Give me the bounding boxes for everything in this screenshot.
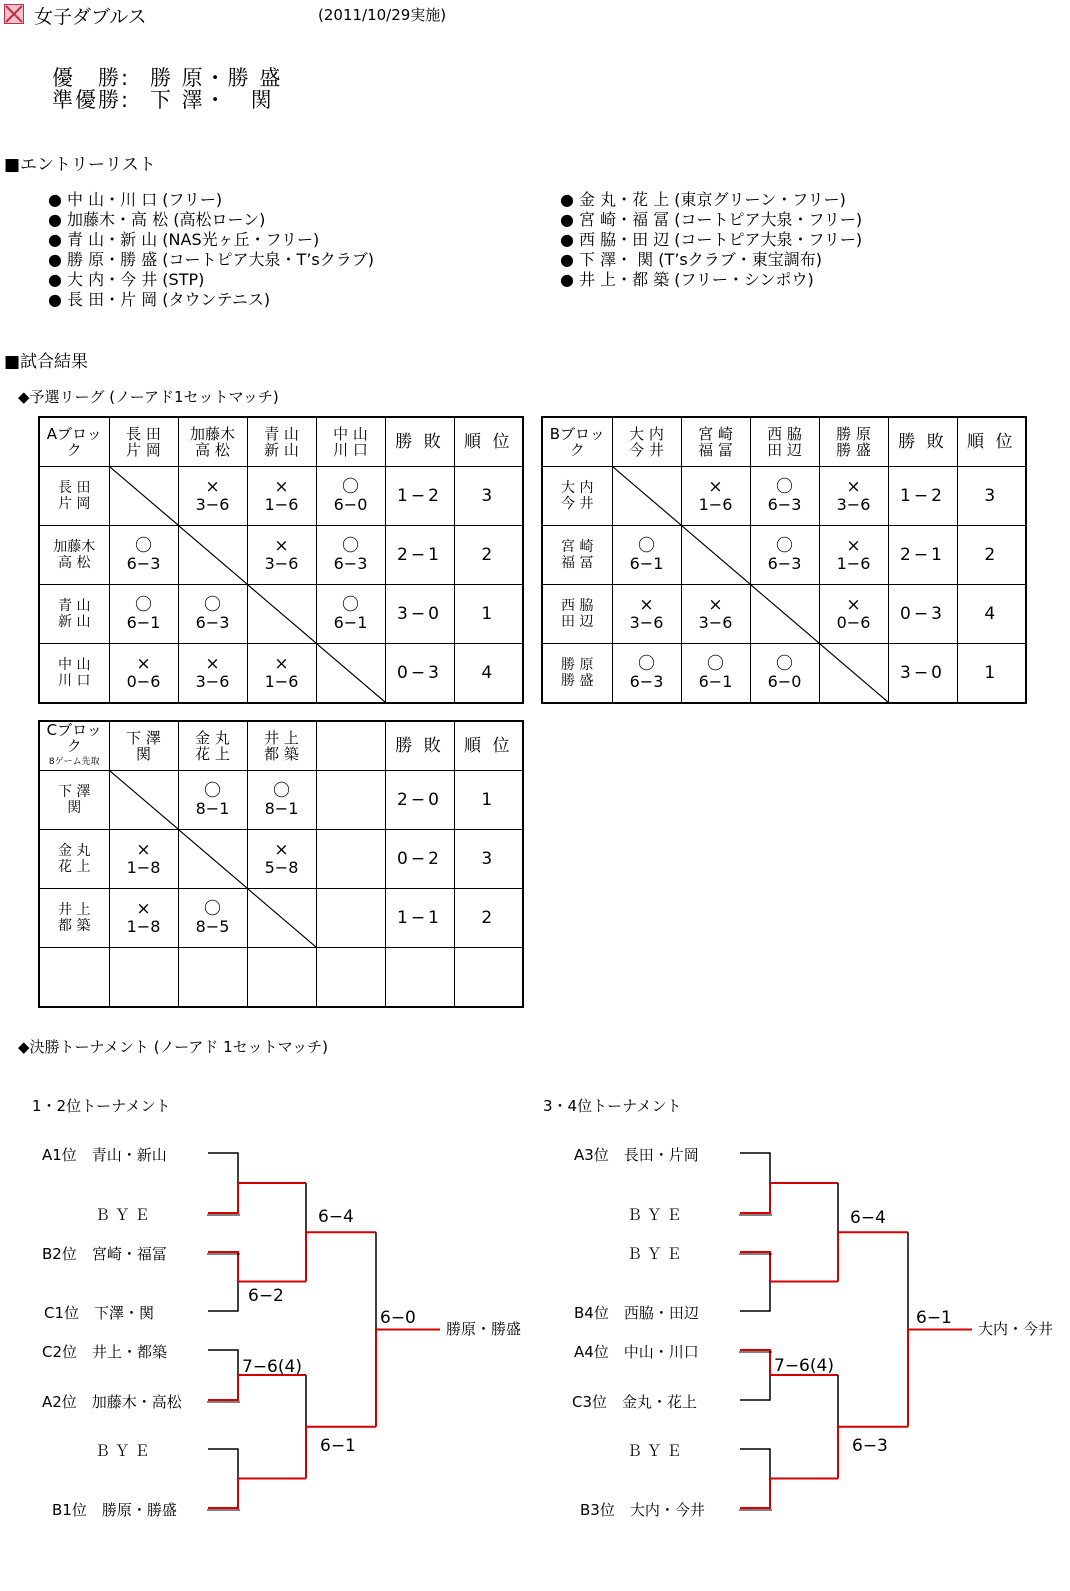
rank: 2 [984, 545, 999, 565]
player-name: 今 井 [629, 441, 664, 459]
t12-title: 1・2位トーナメント [32, 1097, 171, 1115]
result-mark: 〇 [342, 536, 359, 556]
player-name: 片 岡 [126, 441, 161, 459]
block-title: Aブロック [46, 425, 102, 459]
entry-item: ● 大 内・今 井 (STP) [48, 270, 205, 289]
result-score: 1−6 [264, 495, 299, 514]
rank: 2 [481, 908, 496, 928]
player-name: 川 口 [333, 441, 368, 459]
entrant-label: C2位 井上・都築 [42, 1343, 168, 1361]
player-name: 花 上 [58, 859, 91, 875]
result-score: 0−6 [126, 672, 161, 691]
result-score: 8−1 [264, 799, 299, 818]
player-name: 中 山 [333, 425, 368, 443]
player-name: 勝 原 [836, 425, 871, 443]
player-name: 新 山 [58, 614, 91, 630]
entry-item: ● 勝 原・勝 盛 (コートピア大泉・T’sクラブ) [48, 250, 374, 269]
result-score: 8−1 [195, 799, 230, 818]
player-name: 西 脇 [767, 425, 802, 443]
win-loss: 3−0 [900, 663, 945, 683]
entrant-label: A3位 長田・片岡 [574, 1146, 699, 1164]
player-name: 下 澤 [58, 784, 91, 800]
result-mark: 〇 [135, 536, 152, 556]
result-score: 3−6 [195, 495, 230, 514]
entrant-label: Ｂ Ｙ Ｅ [95, 1206, 150, 1224]
result-score: 6−0 [767, 672, 802, 691]
entrant-label: A4位 中山・川口 [574, 1343, 699, 1361]
player-name: 金 丸 [195, 729, 230, 747]
win-loss: 0−2 [397, 849, 442, 869]
entrant-label: B3位 大内・今井 [580, 1501, 705, 1519]
player-name: 田 辺 [561, 614, 594, 630]
league-heading: ◆予選リーグ (ノーアド1セットマッチ) [18, 388, 279, 406]
player-name: 片 岡 [58, 496, 91, 512]
result-mark: 〇 [342, 477, 359, 497]
entrant-label: C1位 下澤・関 [44, 1304, 155, 1322]
player-name: 大 内 [561, 480, 594, 496]
match-score: 6−0 [380, 1308, 416, 1328]
result-mark: 〇 [204, 781, 221, 801]
rank: 4 [481, 663, 496, 683]
player-name: 長 田 [58, 480, 91, 496]
result-mark: 〇 [273, 781, 290, 801]
result-score: 3−6 [195, 672, 230, 691]
winner-label: 優 勝: [52, 66, 131, 90]
player-name: 宮 崎 [561, 539, 594, 555]
result-score: 6−3 [126, 554, 161, 573]
t34-title: 3・4位トーナメント [543, 1097, 682, 1115]
entry-item: ● 長 田・片 岡 (タウンテニス) [48, 290, 271, 309]
block-title: Bブロック [549, 425, 605, 459]
win-loss: 1−2 [397, 486, 442, 506]
rank: 1 [984, 663, 999, 683]
result-mark: × [846, 595, 861, 615]
entrant-label: B2位 宮崎・福冨 [42, 1245, 167, 1263]
win-loss: 3−0 [397, 604, 442, 624]
winner-names: 勝 原・勝 盛 [150, 66, 283, 90]
result-score: 0−6 [836, 613, 871, 632]
player-name: 青 山 [58, 598, 91, 614]
player-name: 西 脇 [561, 598, 594, 614]
rank: 3 [481, 849, 496, 869]
result-mark: × [846, 536, 861, 556]
result-score: 6−1 [629, 554, 664, 573]
win-loss: 2−1 [900, 545, 945, 565]
player-name: 金 丸 [58, 843, 91, 859]
final-heading: ◆決勝トーナメント (ノーアド 1セットマッチ) [18, 1038, 328, 1056]
wl-header: 勝 敗 [395, 432, 444, 452]
result-mark: 〇 [204, 595, 221, 615]
entrant-label: B4位 西脇・田辺 [574, 1304, 699, 1322]
entry-heading: ■エントリーリスト [4, 155, 156, 175]
runnerup-label: 準優勝: [52, 88, 131, 112]
entry-item: ● 加藤木・高 松 (高松ローン) [48, 210, 266, 229]
player-name: 下 澤 [126, 729, 161, 747]
wl-header: 勝 敗 [395, 736, 444, 756]
player-name: 関 [135, 745, 151, 763]
entry-item: ● 宮 崎・福 冨 (コートピア大泉・フリー) [560, 210, 863, 229]
match-score: 7−6(4) [242, 1357, 302, 1377]
result-score: 3−6 [264, 554, 299, 573]
bracket-line [740, 1153, 770, 1183]
result-score: 3−6 [698, 613, 733, 632]
bracket-line [740, 1183, 838, 1213]
rank: 4 [984, 604, 999, 624]
runnerup-names: 下 澤・ 関 [150, 88, 274, 112]
player-name: 勝 盛 [836, 441, 871, 459]
player-name: 大 内 [629, 425, 664, 443]
bracket-line [740, 1375, 770, 1400]
match-score: 7−6(4) [774, 1356, 834, 1376]
result-score: 1−8 [126, 858, 161, 877]
bracket-line [908, 1330, 972, 1427]
bracket-line [838, 1232, 908, 1281]
result-score: 6−3 [767, 495, 802, 514]
result-mark: × [205, 654, 220, 674]
player-name: 今 井 [561, 496, 594, 512]
player-name: 長 田 [126, 425, 161, 443]
player-name: 井 上 [58, 902, 91, 918]
result-mark: 〇 [638, 654, 655, 674]
player-name: 宮 崎 [698, 425, 733, 443]
player-name: 高 松 [195, 441, 230, 459]
result-mark: 〇 [776, 536, 793, 556]
result-mark: × [136, 654, 151, 674]
player-name: 福 冨 [561, 555, 594, 571]
entry-item: ● 中 山・川 口 (フリー) [48, 190, 223, 209]
result-mark: × [274, 840, 289, 860]
rank: 1 [481, 790, 496, 810]
player-name: 福 冨 [698, 441, 733, 459]
tournament-winner: 大内・今井 [978, 1319, 1054, 1338]
player-name: 新 山 [264, 441, 299, 459]
result-score: 1−6 [698, 495, 733, 514]
match-score: 6−3 [852, 1436, 888, 1456]
entrant-label: B1位 勝原・勝盛 [52, 1501, 177, 1519]
win-loss: 2−1 [397, 545, 442, 565]
entrant-label: Ｂ Ｙ Ｅ [95, 1442, 150, 1460]
block-title: Cブロック [46, 721, 102, 755]
tournament-winner: 勝原・勝盛 [446, 1319, 522, 1338]
result-mark: × [708, 477, 723, 497]
match-score: 6−1 [916, 1308, 952, 1328]
player-name: 井 上 [264, 729, 299, 747]
result-score: 1−6 [264, 672, 299, 691]
result-score: 1−6 [836, 554, 871, 573]
rank-header: 順 位 [464, 432, 513, 452]
page-title: 女子ダブルス [34, 6, 147, 28]
result-mark: 〇 [135, 595, 152, 615]
result-score: 6−1 [126, 613, 161, 632]
entry-item: ● 下 澤・ 関 (T’sクラブ・東宝調布) [560, 250, 822, 269]
result-mark: × [274, 536, 289, 556]
result-mark: × [274, 477, 289, 497]
result-mark: × [205, 477, 220, 497]
win-loss: 1−1 [397, 908, 442, 928]
result-mark: 〇 [776, 477, 793, 497]
rank: 3 [984, 486, 999, 506]
bracket-line [740, 1479, 838, 1509]
rank: 3 [481, 486, 496, 506]
player-name: 加藤木 [53, 539, 96, 555]
win-loss: 1−2 [900, 486, 945, 506]
player-name: 中 山 [58, 657, 91, 673]
result-mark: × [274, 654, 289, 674]
bracket-line [740, 1449, 770, 1479]
result-mark: 〇 [776, 654, 793, 674]
player-name: 川 口 [58, 673, 91, 689]
player-name: 勝 盛 [561, 673, 594, 689]
result-mark: × [708, 595, 723, 615]
result-score: 6−0 [333, 495, 368, 514]
player-name: 田 辺 [767, 441, 802, 459]
player-name: 花 上 [195, 745, 230, 763]
result-score: 6−3 [629, 672, 664, 691]
event-date: (2011/10/29実施) [318, 6, 447, 24]
match-score: 6−4 [850, 1208, 886, 1228]
result-score: 6−3 [333, 554, 368, 573]
match-score: 6−1 [320, 1436, 356, 1456]
player-name: 勝 原 [561, 657, 594, 673]
entrant-label: Ｂ Ｙ Ｅ [627, 1245, 682, 1263]
win-loss: 0−3 [397, 663, 442, 683]
result-score: 6−1 [333, 613, 368, 632]
player-name: 関 [67, 800, 82, 816]
result-mark: × [639, 595, 654, 615]
player-name: 加藤木 [189, 425, 235, 443]
match-score: 6−2 [248, 1286, 284, 1306]
rank-header: 順 位 [967, 432, 1016, 452]
win-loss: 0−3 [900, 604, 945, 624]
result-score: 3−6 [629, 613, 664, 632]
player-name: 青 山 [264, 425, 299, 443]
block-note: 8ゲーム先取 [48, 757, 100, 767]
entrant-label: Ｂ Ｙ Ｅ [627, 1442, 682, 1460]
bracket-line [740, 1282, 770, 1312]
player-name: 都 築 [58, 918, 91, 934]
result-mark: × [136, 840, 151, 860]
result-score: 6−3 [767, 554, 802, 573]
entrant-label: A1位 青山・新山 [42, 1146, 167, 1164]
rank: 2 [481, 545, 496, 565]
result-score: 3−6 [836, 495, 871, 514]
entrant-label: Ｂ Ｙ Ｅ [627, 1206, 682, 1224]
player-name: 高 松 [58, 555, 91, 571]
result-mark: × [136, 899, 151, 919]
result-score: 5−8 [264, 858, 299, 877]
result-mark: 〇 [342, 595, 359, 615]
result-score: 8−5 [195, 917, 230, 936]
result-score: 6−1 [698, 672, 733, 691]
bracket-line [740, 1252, 838, 1282]
result-score: 1−8 [126, 917, 161, 936]
result-score: 6−3 [195, 613, 230, 632]
entry-item: ● 井 上・都 築 (フリー・シンポウ) [560, 270, 814, 289]
match-score: 6−4 [318, 1207, 354, 1227]
entry-item: ● 金 丸・花 上 (東京グリーン・フリー) [560, 190, 846, 209]
result-mark: 〇 [638, 536, 655, 556]
player-name: 都 築 [264, 745, 299, 763]
results-heading: ■試合結果 [4, 352, 89, 372]
rank-header: 順 位 [464, 736, 513, 756]
win-loss: 2−0 [397, 790, 442, 810]
wl-header: 勝 敗 [898, 432, 947, 452]
entrant-label: C3位 金丸・花上 [572, 1393, 698, 1411]
result-mark: × [846, 477, 861, 497]
entry-item: ● 青 山・新 山 (NAS光ヶ丘・フリー) [48, 230, 320, 249]
result-mark: 〇 [204, 899, 221, 919]
entry-item: ● 西 脇・田 辺 (コートピア大泉・フリー) [560, 230, 863, 249]
entrant-label: A2位 加藤木・高松 [42, 1393, 182, 1411]
result-mark: 〇 [707, 654, 724, 674]
rank: 1 [481, 604, 496, 624]
